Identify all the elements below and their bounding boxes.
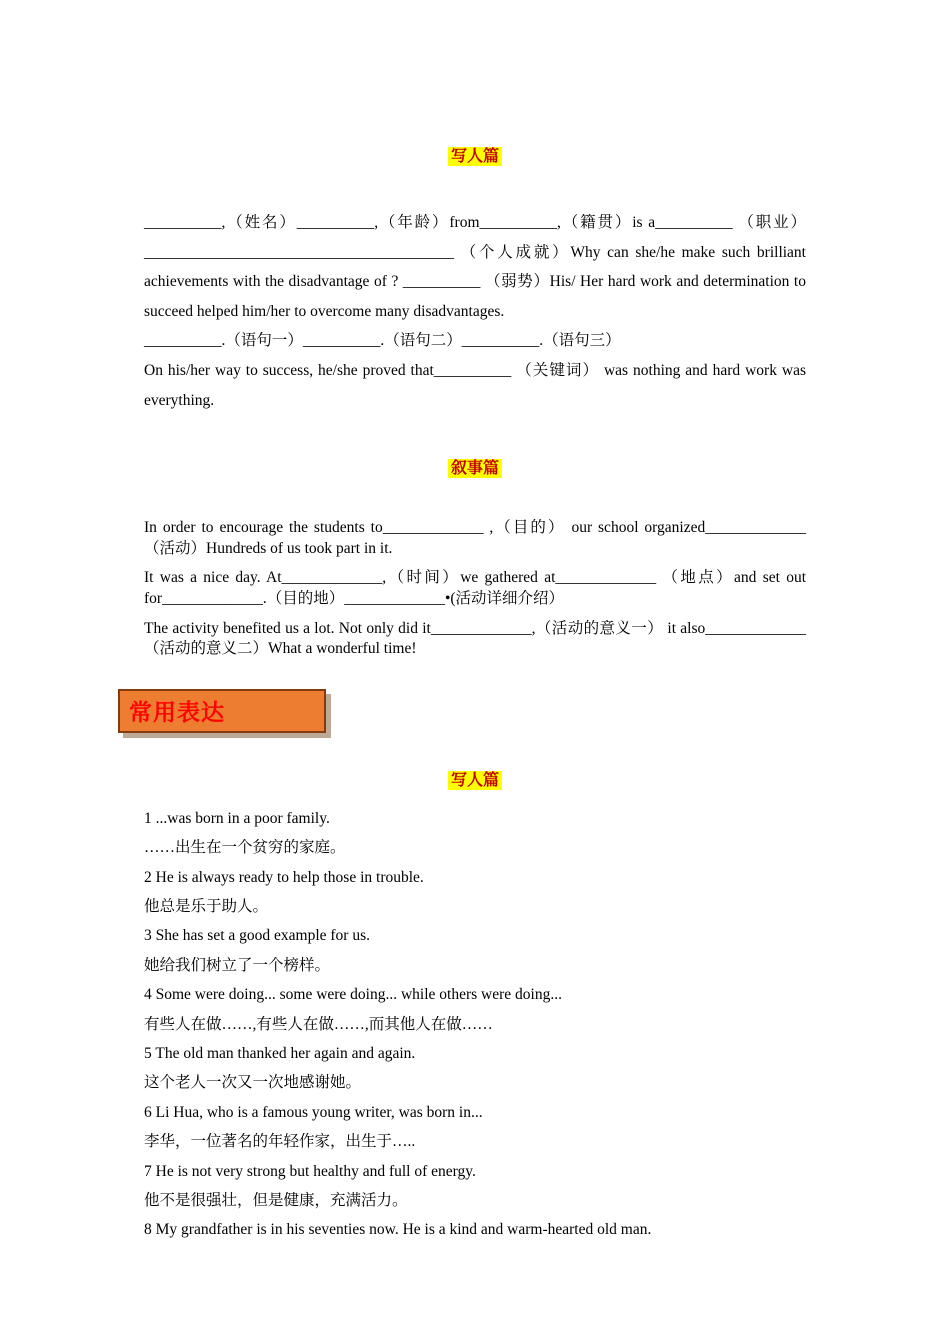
expression-7-zh: 他不是很强壮，但是健康，充满活力。 bbox=[144, 1192, 408, 1209]
section-heading-narrative-template bbox=[144, 455, 806, 478]
person-template-para2: __________.（语句一）__________.（语句二）__________.（语句三） bbox=[144, 332, 621, 350]
person-template-heading: 写人篇 bbox=[448, 147, 502, 166]
expression-3-en: 3 She has set a good example for us. bbox=[144, 927, 370, 945]
expression-1-en: 1 ...was born in a poor family. bbox=[144, 809, 330, 827]
narrative-template-para2: It was a nice day. At_____________,（时间）we gathered at_____________ （地点）and set out for_____________.（目的地）_____________•(活动详细介绍） bbox=[144, 569, 806, 607]
expression-6-zh: 李华，一位著名的年轻作家，出生于….. bbox=[144, 1133, 416, 1151]
section-heading-common-expressions bbox=[144, 767, 806, 790]
common-expressions-section bbox=[144, 767, 806, 1245]
expression-4-zh: 有些人在做……,有些人在做……,而其他人在做…… bbox=[144, 1015, 493, 1033]
expression-8-en: 8 My grandfather is in his seventies now. He is a kind and warm-hearted old man. bbox=[144, 1221, 652, 1239]
narrative-template-para1: In order to encourage the students to_____________ ,（目的） our school organized_____________ （活动）Hundreds of us took part in it. bbox=[144, 519, 806, 557]
templates-section bbox=[144, 143, 806, 660]
expression-1-zh: ……出生在一个贫穷的家庭。 bbox=[144, 839, 346, 857]
expression-4-en: 4 Some were doing... some were doing... while others were doing... bbox=[144, 986, 562, 1004]
expression-list bbox=[144, 804, 806, 1245]
narrative-template-para3: The activity benefited us a lot. Not only did it_____________,（活动的意义一） it also_____________ （活动的意义二）What a wonderful time! bbox=[144, 619, 806, 658]
common-expressions-heading: 写人篇 bbox=[448, 771, 502, 790]
expression-2-zh: 他总是乐于助人。 bbox=[144, 897, 269, 915]
narrative-template-heading: 叙事篇 bbox=[448, 459, 502, 478]
expression-5-en: 5 The old man thanked her again and again. bbox=[144, 1044, 416, 1062]
common-expressions-box-label: 常用表达 bbox=[129, 700, 225, 726]
person-template-para1: __________,（姓名）__________,（年龄）from__________,（籍贯）is a__________ （职业）________________________________________ （个人成就）Why can she/he make such brilliant achievements with the disadvantage of ? __________ （弱势）His/ Her hard work and determination to succeed helped him/her to overcome many disadvantages. bbox=[144, 214, 806, 320]
expression-2-en: 2 He is always ready to help those in trouble. bbox=[144, 868, 424, 886]
person-template-para3: On his/her way to success, he/she proved that__________ （关键词） was nothing and hard work was everything. bbox=[144, 361, 806, 409]
expression-5-zh: 这个老人一次又一次地感谢她。 bbox=[144, 1074, 362, 1092]
expression-3-zh: 她给我们树立了一个榜样。 bbox=[144, 956, 331, 974]
common-expressions-box bbox=[118, 689, 326, 733]
expression-7-en: 7 He is not very strong but healthy and full of energy. bbox=[144, 1162, 476, 1180]
expression-6-en: 6 Li Hua, who is a famous young writer, was born in... bbox=[144, 1103, 483, 1121]
section-heading-person-template bbox=[144, 143, 806, 166]
